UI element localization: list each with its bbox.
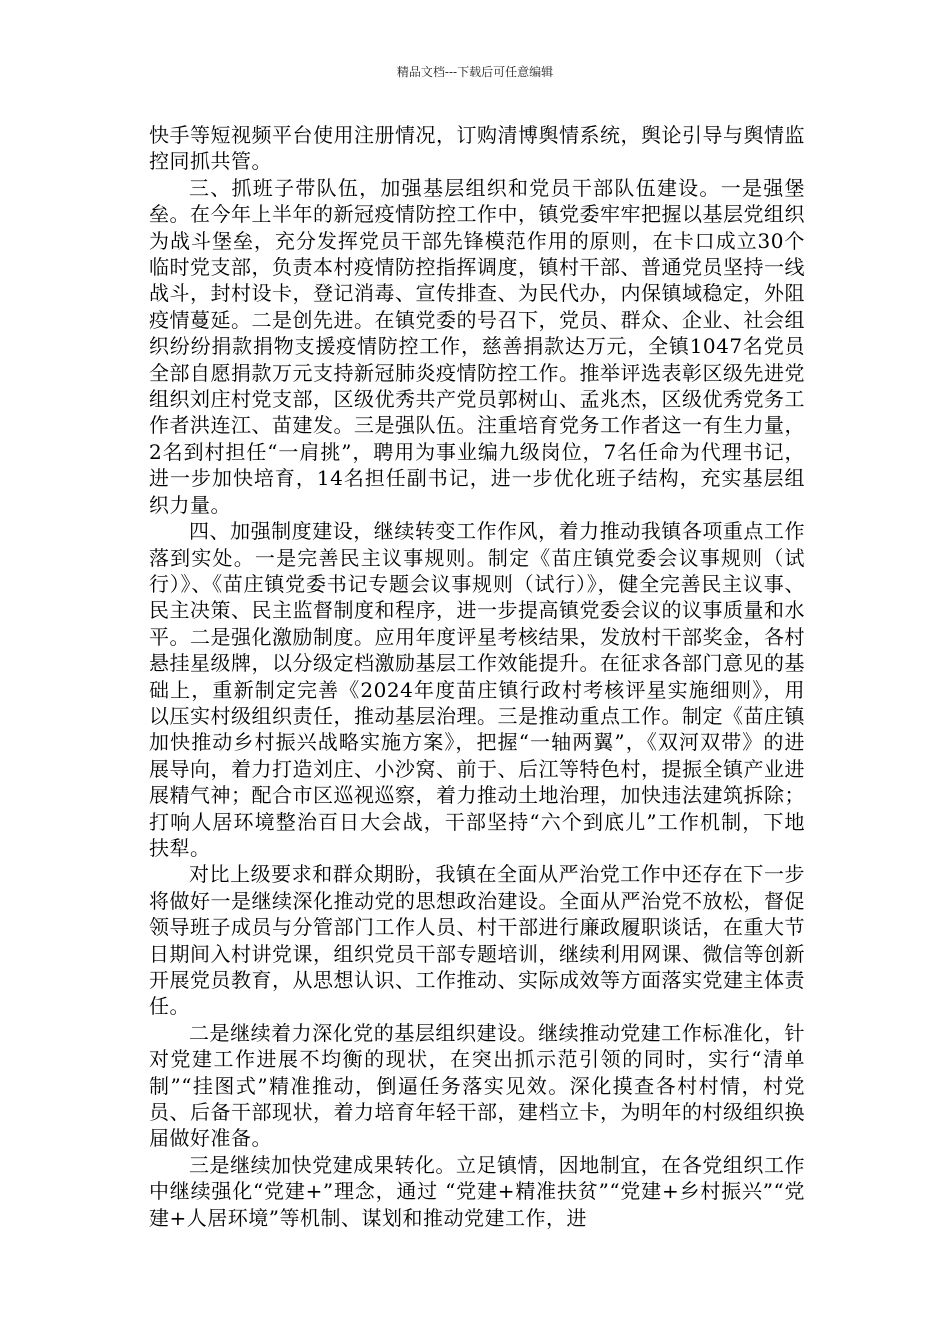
paragraph: 快手等短视频平台使用注册情况，订购清博舆情系统，舆论引导与舆情监控同抓共管。 bbox=[149, 123, 805, 174]
page-header: 精品文档---下载后可任意编辑 bbox=[396, 65, 554, 79]
paragraph: 三是继续加快党建成果转化。立足镇情，因地制宜，在各党组织工作中继续强化“党建+”理念，通过 “党建+精准扶贫”“党建+乡村振兴”“党建+人居环境”等机制、谋划和推动党建工作，进 bbox=[149, 1152, 805, 1230]
paragraph: 对比上级要求和群众期盼，我镇在全面从严治党工作中还存在下一步将做好一是继续深化推动党的思想政治建设。全面从严治党不放松，督促领导班子成员与分管部门工作人员、村干部进行廉政履职谈话，在重大节日期间入村讲党课，组织党员干部专题培训，继续利用网课、微信等创新开展党员教育，从思想认识、工作推动、实际成效等方面落实党建主体责任。 bbox=[149, 862, 805, 1019]
paragraph: 三、抓班子带队伍，加强基层组织和党员干部队伍建设。一是强堡垒。在今年上半年的新冠疫情防控工作中，镇党委牢牢把握以基层党组织为战斗堡垒，充分发挥党员干部先锋模范作用的原则，在卡口成立30个临时党支部，负责本村疫情防控指挥调度，镇村干部、普通党员坚持一线战斗，封村设卡，登记消毒、宣传排查、为民代办，内保镇域稳定，外阻疫情蔓延。二是创先进。在镇党委的号召下，党员、群众、企业、社会组织纷纷捐款捐物支援疫情防控工作，慈善捐款达万元，全镇1047名党员全部自愿捐款万元支持新冠肺炎疫情防控工作。推举评选表彰区级先进党组织刘庄村党支部，区级优秀共产党员郭树山、孟兆杰，区级优秀党务工作者洪连江、苗建发。三是强队伍。注重培育党务工作者这一有生力量，2名到村担任“一肩挑”，聘用为事业编九级岗位，7名任命为代理书记，进一步加快培育，14名担任副书记，进一步优化班子结构，充实基层组织力量。 bbox=[149, 175, 805, 517]
paragraph: 二是继续着力深化党的基层组织建设。继续推动党建工作标准化，针对党建工作进展不均衡的现状，在突出抓示范引领的同时，实行“清单制”“挂图式”精准推动，倒逼任务落实见效。深化摸查各村村情，村党员、后备干部现状，着力培育年轻干部，建档立卡，为明年的村级组织换届做好准备。 bbox=[149, 1020, 805, 1151]
paragraph: 四、加强制度建设，继续转变工作作风，着力推动我镇各项重点工作落到实处。一是完善民主议事规则。制定《苗庄镇党委会议事规则（试行）》、《苗庄镇党委书记专题会议事规则（试行）》，健全完善民主议事、民主决策、民主监督制度和程序，进一步提高镇党委会议的议事质量和水平。二是强化激励制度。应用年度评星考核结果，发放村干部奖金，各村悬挂星级牌，以分级定档激励基层工作效能提升。在征求各部门意见的基础上，重新制定完善《2024年度苗庄镇行政村考核评星实施细则》，用以压实村级组织责任，推动基层治理。三是推动重点工作。制定《苗庄镇加快推动乡村振兴战略实施方案》，把握“一轴两翼”，《双河双带》的进展导向，着力打造刘庄、小沙窝、前于、后江等特色村，提振全镇产业进展精气神；配合市区巡视巡察，着力推动土地治理，加快违法建筑拆除；打响人居环境整治百日大会战，干部坚持“六个到底儿”工作机制，下地扶犁。 bbox=[149, 519, 805, 860]
document-body bbox=[149, 122, 805, 1231]
